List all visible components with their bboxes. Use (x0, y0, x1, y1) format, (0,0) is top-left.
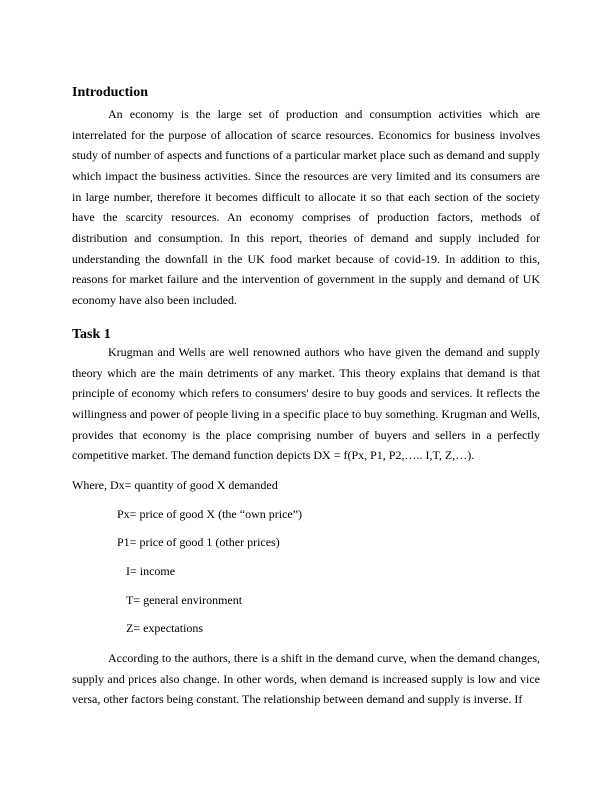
where-line: Where, Dx= quantity of good X demanded (72, 478, 278, 492)
introduction-heading: Introduction (72, 85, 148, 100)
definition-i: I= income (126, 564, 176, 578)
task1-closing-paragraph: According to the authors, there is a shift in the demand curve, when the demand changes, supply and prices also change. In other words, when demand is increased supply is low and vice versa, other factors being constant. The relationship between demand and supply is inverse. If (72, 651, 540, 707)
task1-paragraph: Krugman and Wells are well renowned authors who have given the demand and supply theory which are the main detriments of any market. This theory explains that demand is that principle of economy which refers to consumers' desire to buy goods and services. It reflects the willingness and power of people living in a specific place to buy something. Krugman and Wells, provides that economy is the place comprising number of buyers and sellers in a perfectly competitive market. The demand function depicts DX = f(Px, P1, P2,….. I,T, Z,…). (72, 345, 540, 463)
definition-px: Px= price of good X (the “own price”) (117, 507, 303, 521)
task1-heading: Task 1 (72, 327, 111, 342)
definition-p1: P1= price of good 1 (other prices) (117, 535, 280, 549)
definition-z: Z= expectations (126, 621, 204, 635)
introduction-paragraph: An economy is the large set of production and consumption activities which are interrelated for the purpose of allocation of scarce resources. Economics for business involves study of number of aspects and functions of a particular market place such as demand and supply which impact the business activities. Since the resources are very limited and its consumers are in large number, therefore it becomes difficult to allocate it so that each section of the society have the scarcity resources. An economy comprises of production factors, methods of distribution and consumption. In this report, theories of demand and supply included for understanding the downfall in the UK food market because of covid-19. In addition to this, reasons for market failure and the intervention of government in the supply and demand of UK economy have also been included. (72, 107, 540, 307)
definition-t: T= general environment (126, 593, 243, 607)
